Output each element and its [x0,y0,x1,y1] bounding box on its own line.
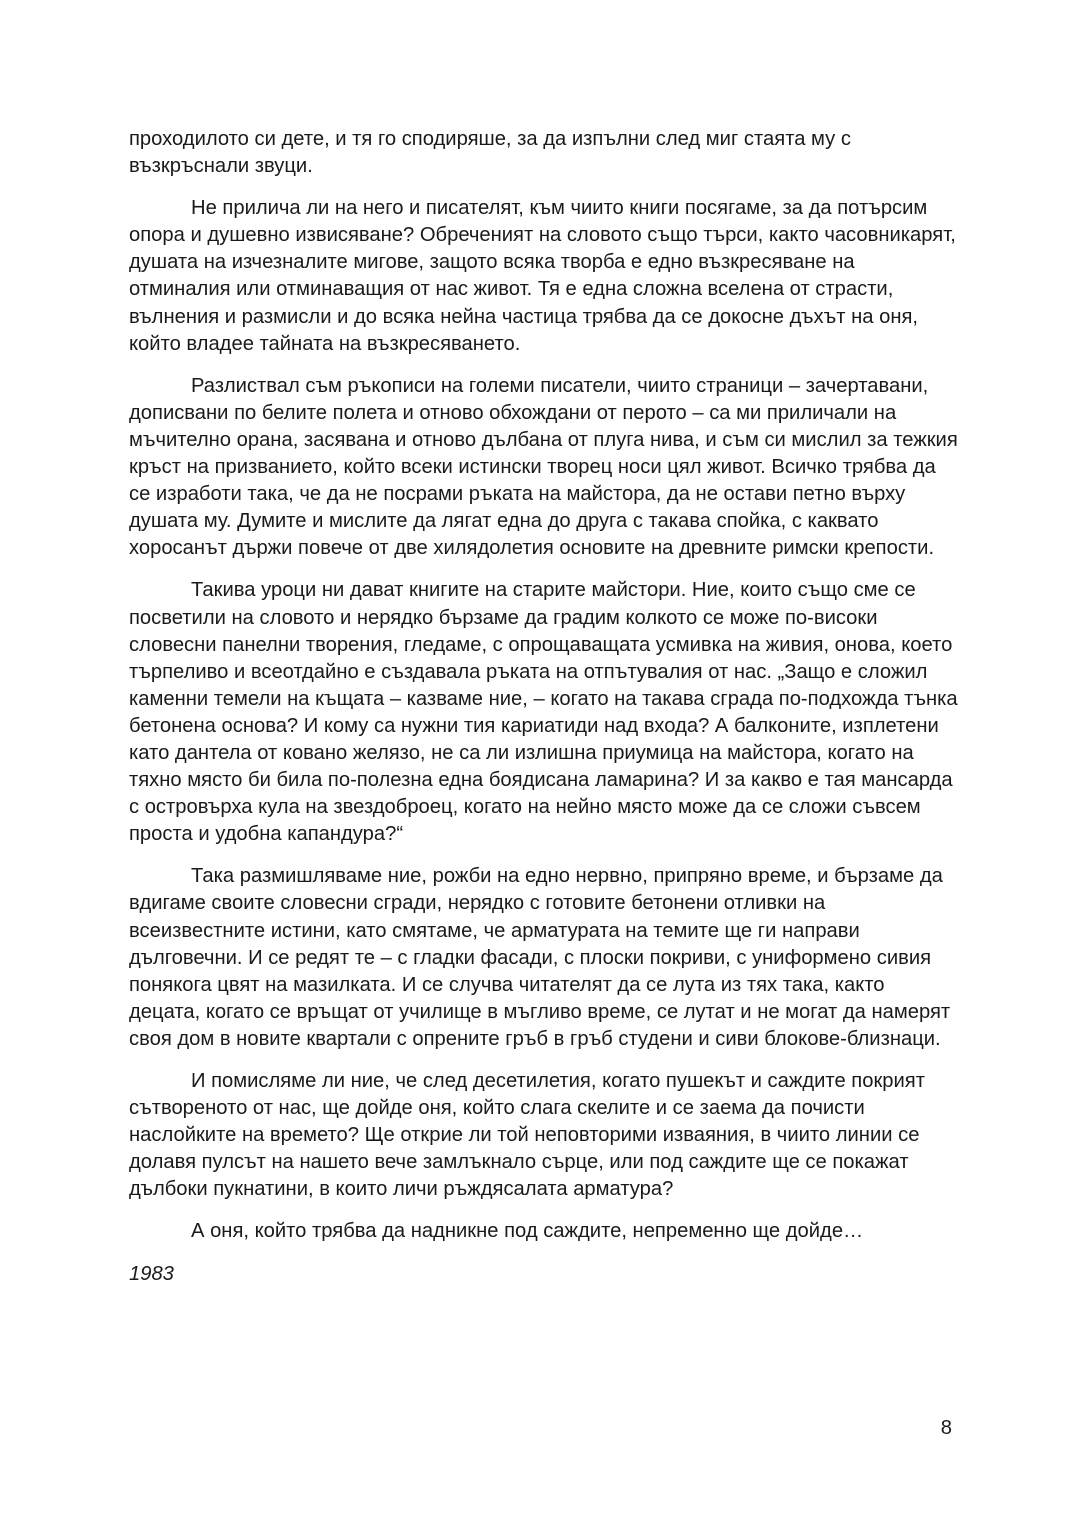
paragraph: Не прилича ли на него и писателят, към чиито книги посягаме, за да потърсим опора и душевно извисяване? Обреченият на словото също търси, както часовникарят, душата на изчезналите мигове, защото всяка творба е едно възкресяване на отминалия или отминаващия от нас живот. Тя е една сложна вселена от страсти, вълнения и размисли и до всяка нейна частица трябва да се докосне дъхът на оня, който владее тайната на възкресяването. [129,197,956,355]
paragraph-final: А оня, който трябва да надникне под саждите, непременно ще дойде… [191,1220,864,1243]
date: 1983 [129,1262,174,1285]
paragraph-continuation: проходилото си дете, и тя го сподиряше, за да изпълни след миг стаята му с възкръснали звуци. [129,128,851,178]
paragraph: Такива уроци ни дават книгите на старите майстори. Ние, които също сме се посветили на словото и нерядко бързаме да градим колкото се може по-високи словесни панелни творения, гледаме, с опрощаващата усмивка на живия, онова, което търпеливо и всеотдайно е създавала ръката на отпътувалия от нас. „Защо е сложил каменни темели на къщата – казваме ние, – когато на такава сграда по-подхожда тънка бетонена основа? И кому са нужни тия кариатиди над входа? А балконите, изплетени като дантела от ковано желязо, не са ли излишна приумица на майстора, когато на тяхно място би била по-полезна една боядисана ламарина? И за какво е тая мансарда с островърха кула на звездоброец, когато на нейно място може да се сложи съвсем проста и удобна капандура?“ [129,579,958,846]
body-text [129,126,958,1288]
paragraph: Така размишляваме ние, рожби на едно нервно, припряно време, и бързаме да вдигаме своите словесни сгради, нерядко с готовите бетонени отливки на всеизвестните истини, като смятаме, че арматурата на темите ще ги направи дълговечни. И се редят те – с гладки фасади, с плоски покриви, с униформено сивия понякога цвят на мазилката. И се случва читателят да се лута из тях така, както децата, когато се връщат от училище в мъгливо време, се лутат и не могат да намерят своя дом в новите квартали с опрените гръб в гръб студени и сиви блокове-близнаци. [129,865,951,1050]
paragraph: Разлиствал съм ръкописи на големи писатели, чиито страници – зачертавани, дописвани по белите полета и отново обхождани от перото – са ми приличали на мъчително орана, засявана и отново дълбана от плуга нива, и съм си мислил за тежкия кръст на призванието, който всеки истински творец носи цял живот. Всичко трябва да се изработи така, че да не посрами ръката на майстора, да не остави петно върху душата му. Думите и мислите да лягат една до друга с такава спойка, с каквато хоросанът държи повече от две хилядолетия основите на древните римски крепости. [129,374,958,560]
page-number: 8 [940,1417,952,1439]
paragraph: И помисляме ли ние, че след десетилетия, когато пушекът и саждите покрият сътвореното от нас, ще дойде оня, който слага скелите и се заема да почисти наслойките на времето? Ще открие ли той неповторими изваяния, в чиито линии се долавя пулсът на нашето вече замлъкнало сърце, или под саждите ще се покажат дълбоки пукнатини, в които личи ръждясалата арматура? [129,1070,925,1201]
